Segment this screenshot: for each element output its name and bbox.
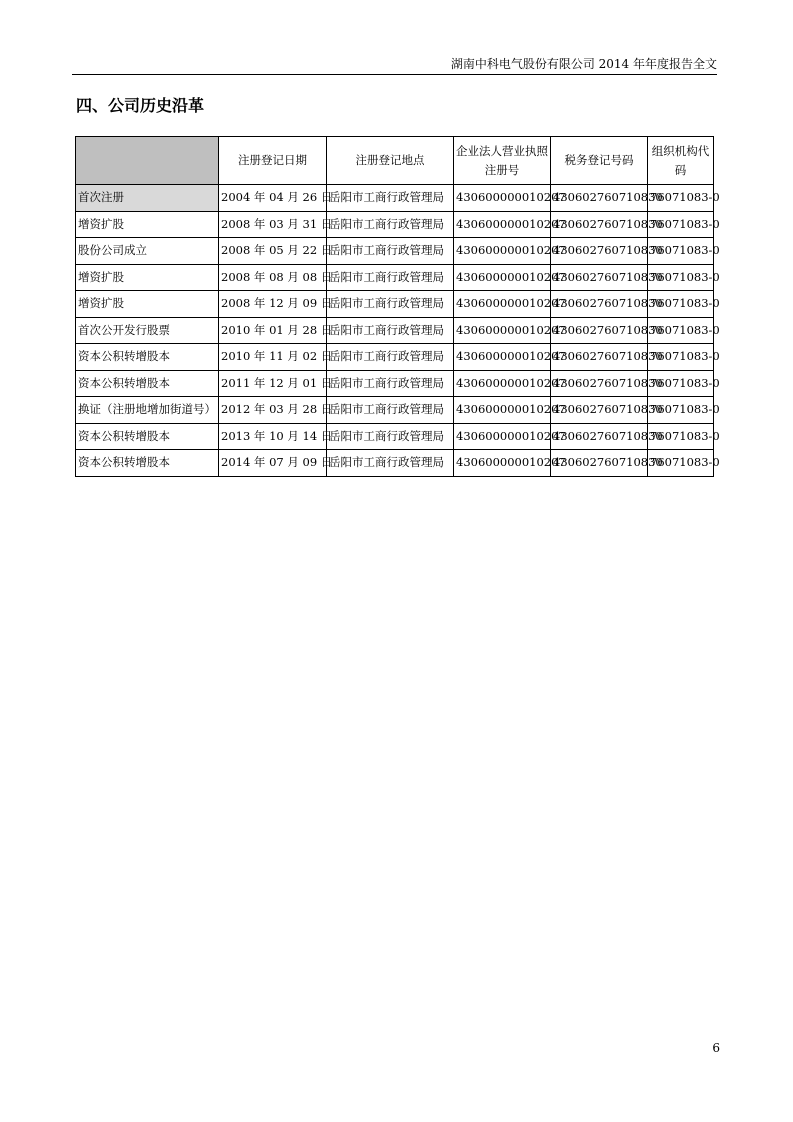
- cell-date: 2011 年 12 月 01 日: [219, 370, 327, 397]
- cell-tax-no: 430602760710830: [551, 185, 648, 212]
- cell-tax-no: 430602760710830: [551, 344, 648, 371]
- table-row: [76, 291, 714, 318]
- cell-event: 增资扩股: [76, 264, 219, 291]
- cell-place: 岳阳市工商行政管理局: [327, 423, 454, 450]
- table-row: [76, 211, 714, 238]
- cell-org-code: 76071083-0: [648, 423, 714, 450]
- table-row: [76, 317, 714, 344]
- cell-license-no: 430600000010207: [454, 423, 551, 450]
- cell-date: 2014 年 07 月 09 日: [219, 450, 327, 477]
- cell-date: 2004 年 04 月 26 日: [219, 185, 327, 212]
- cell-tax-no: 430602760710830: [551, 450, 648, 477]
- cell-date: 2010 年 11 月 02 日: [219, 344, 327, 371]
- column-header-license-no: 企业法人营业执照注册号: [454, 137, 551, 185]
- cell-date: 2013 年 10 月 14 日: [219, 423, 327, 450]
- cell-tax-no: 430602760710830: [551, 291, 648, 318]
- cell-place: 岳阳市工商行政管理局: [327, 238, 454, 265]
- cell-tax-no: 430602760710830: [551, 423, 648, 450]
- cell-place: 岳阳市工商行政管理局: [327, 185, 454, 212]
- cell-event: 资本公积转增股本: [76, 344, 219, 371]
- cell-event: 首次公开发行股票: [76, 317, 219, 344]
- cell-place: 岳阳市工商行政管理局: [327, 291, 454, 318]
- cell-license-no: 430600000010207: [454, 344, 551, 371]
- table-row: [76, 344, 714, 371]
- cell-place: 岳阳市工商行政管理局: [327, 450, 454, 477]
- column-header-event: [76, 137, 219, 185]
- cell-org-code: 76071083-0: [648, 238, 714, 265]
- cell-org-code: 76071083-0: [648, 291, 714, 318]
- cell-license-no: 430600000010207: [454, 264, 551, 291]
- cell-event: 资本公积转增股本: [76, 370, 219, 397]
- cell-org-code: 76071083-0: [648, 264, 714, 291]
- cell-license-no: 430600000010207: [454, 185, 551, 212]
- section-title: 四、公司历史沿革: [76, 96, 205, 115]
- column-header-place: 注册登记地点: [327, 137, 454, 185]
- column-header-org-code: 组织机构代码: [648, 137, 714, 185]
- table-row: [76, 238, 714, 265]
- cell-tax-no: 430602760710830: [551, 397, 648, 424]
- column-header-date: 注册登记日期: [219, 137, 327, 185]
- cell-date: 2008 年 03 月 31 日: [219, 211, 327, 238]
- cell-license-no: 430600000010207: [454, 317, 551, 344]
- cell-place: 岳阳市工商行政管理局: [327, 397, 454, 424]
- cell-org-code: 76071083-0: [648, 185, 714, 212]
- cell-place: 岳阳市工商行政管理局: [327, 344, 454, 371]
- cell-tax-no: 430602760710830: [551, 317, 648, 344]
- cell-event: 增资扩股: [76, 211, 219, 238]
- running-title: 湖南中科电气股份有限公司 2014 年年度报告全文: [450, 57, 717, 71]
- cell-event: 资本公积转增股本: [76, 450, 219, 477]
- cell-date: 2008 年 05 月 22 日: [219, 238, 327, 265]
- cell-org-code: 76071083-0: [648, 211, 714, 238]
- cell-event: 增资扩股: [76, 291, 219, 318]
- table-row: [76, 370, 714, 397]
- cell-place: 岳阳市工商行政管理局: [327, 264, 454, 291]
- table-row: [76, 264, 714, 291]
- table-row: [76, 397, 714, 424]
- cell-tax-no: 430602760710830: [551, 238, 648, 265]
- table-header-row: [76, 137, 714, 185]
- cell-tax-no: 430602760710830: [551, 264, 648, 291]
- cell-date: 2008 年 12 月 09 日: [219, 291, 327, 318]
- column-header-tax-no: 税务登记号码: [551, 137, 648, 185]
- cell-org-code: 76071083-0: [648, 450, 714, 477]
- cell-license-no: 430600000010207: [454, 238, 551, 265]
- table-row: [76, 450, 714, 477]
- cell-date: 2012 年 03 月 28 日: [219, 397, 327, 424]
- cell-place: 岳阳市工商行政管理局: [327, 211, 454, 238]
- table-row: [76, 185, 714, 212]
- cell-org-code: 76071083-0: [648, 370, 714, 397]
- page-number: 6: [712, 1041, 720, 1055]
- cell-tax-no: 430602760710830: [551, 211, 648, 238]
- cell-org-code: 76071083-0: [648, 344, 714, 371]
- cell-event: 换证（注册地增加街道号）: [76, 397, 219, 424]
- cell-license-no: 430600000010207: [454, 450, 551, 477]
- cell-event: 首次注册: [76, 185, 219, 212]
- cell-event: 资本公积转增股本: [76, 423, 219, 450]
- cell-place: 岳阳市工商行政管理局: [327, 370, 454, 397]
- cell-org-code: 76071083-0: [648, 397, 714, 424]
- cell-date: 2010 年 01 月 28 日: [219, 317, 327, 344]
- cell-org-code: 76071083-0: [648, 317, 714, 344]
- company-history-table: [75, 136, 720, 477]
- cell-license-no: 430600000010207: [454, 291, 551, 318]
- cell-license-no: 430600000010207: [454, 370, 551, 397]
- cell-place: 岳阳市工商行政管理局: [327, 317, 454, 344]
- cell-date: 2008 年 08 月 08 日: [219, 264, 327, 291]
- cell-license-no: 430600000010207: [454, 211, 551, 238]
- cell-license-no: 430600000010207: [454, 397, 551, 424]
- cell-tax-no: 430602760710830: [551, 370, 648, 397]
- table-row: [76, 423, 714, 450]
- page-header: [72, 56, 717, 75]
- cell-event: 股份公司成立: [76, 238, 219, 265]
